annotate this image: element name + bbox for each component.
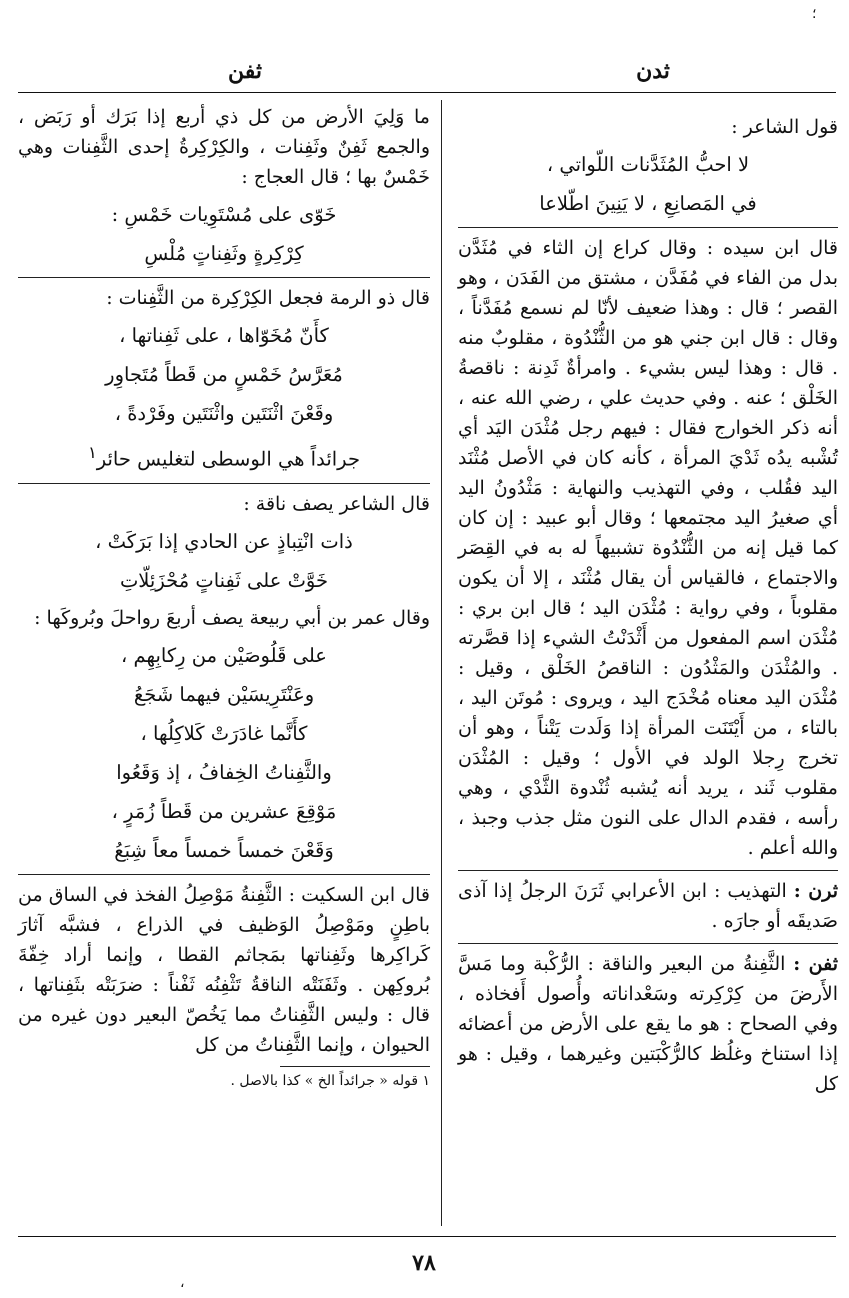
verse-line: وعَنْتَرِيسَيْن فيهما شَجَعُ: [133, 682, 315, 706]
section-separator: [18, 483, 430, 484]
entry-text: الثَّفِنةُ من البعير والناقة : الرُّكْبة وما مَسَّ الأَرضَ من كِرْكِرته وسَعْداناته وأُصول أَفخاذه ، وفي الصحاح : هو ما يقع على الأرض من أعضائه إذا استناخ وغلُظ كالرُّكْبَتين وغيرهما ، وقيل : هو كل: [458, 953, 838, 1095]
footnote: ١ قوله « جرائداً الخ » كذا بالاصل .: [230, 1072, 430, 1089]
verse-line: كأَنَّما غادَرَتْ كَلاكِلُها ،: [140, 721, 308, 745]
left-column: [18, 102, 430, 1091]
verse-line: على قَلُوصَيْن من رِكابِهِم ،: [121, 643, 327, 667]
entry-headword: ثفن :: [793, 953, 838, 975]
right-column: [458, 112, 838, 1099]
entry-text: التهذيب : ابن الأعرابي ثَرَنَ الرجلُ إذا آذى صَديقَه أو جارَه .: [458, 880, 838, 932]
column-divider: [441, 100, 442, 1226]
verse-line: وَقَعْنَ خمساً خمساً معاً شِبَعُ: [114, 838, 334, 862]
paragraph: قال ذو الرمة فجعل الكِرْكِرة من الثَّفِنات :: [106, 287, 430, 309]
running-headword-left: ثفن: [228, 58, 262, 84]
entry-body: قال ابن سيده : وقال كراع إن الثاء في مُثَدَّن بدل من الفاء في مُفَدَّن ، مشتق من الفَدَن ، وهو القصر ؛ قال : وهذا ضعيف لأنّا لم نسمع مُفَدَّناً ، وقال : قال ابن جني هو من الثُّنْدُوة ، مقلوبٌ منه . قال : وهذا ليس بشيء . وامرأةٌ ثَدِنة : ناقصةُ الخَلْق ؛ عنه . وفي حديث علي ، رضي الله عنه ، أنه ذكر الخوارج فقال : فيهم رجل مُثْدَن اليَد أي تُشْبه يدُه ثَدْيَ المرأة ، كأنه كان في الأصل مُثْنَد اليد فقُلب ، وفي التهذيب والنهاية : مَثْدُونُ اليد أي صغيرُ اليد مجتمعها ؛ وقال أبو عبيد : إن كان كما قيل إنه من الثُّنْدُوة تشبيهاً له به في القِصَر والاجتماع ، فالقياس أن يقال مُثْنَد ، إلا أن يكون مقلوباً ، وفي رواية : مُثْدَن اليد ؛ قال ابن بري : مُثْدَن اسم المفعول من أَثْدَنْتُ الشيء إذا قصَّرته . والمُثْدَن والمَثْدُون : الناقصُ الخَلْق ، وقيل : مُثْدَن اليد معناه مُخْدَج اليد ، ويروى : مُوتَن اليد ، بالتاء ، من أَيْتَنَت المرأة إذا وَلَدت يَتْناً ، وهو أن تخرج رِجلا الولد في الأول ؛ وقيل : المُثْدَن مقلوب ثَند ، يريد أنه يُشبه ثُنْدوة الثَّدْي ، وهي رأسه ، فقدم الدال على النون مثل جذب وجبذ ، والله أعلم .: [458, 237, 838, 859]
verse-line: خَوَّتْ على ثَفِناتٍ مُحْزَئِلّاتِ: [119, 568, 329, 592]
section-separator: [18, 277, 430, 278]
verse-line: مَوْقِعَ عشرين من قَطاً زُمَرٍ ،: [111, 799, 337, 823]
section-separator: [458, 943, 838, 944]
footnote-rule: [280, 1066, 430, 1067]
verse-text: جرائداً هي الوسطى لتغليس حائر: [96, 447, 360, 471]
corner-mark: ؛: [812, 6, 817, 22]
footnote-marker: ١: [87, 443, 97, 462]
verse-line: في المَصانِعِ ، لا يَنِينَ اطّلاعا: [539, 192, 757, 215]
bottom-rule: [18, 1236, 836, 1237]
verse-line: كأَنّ مُخَوّاها ، على ثَفِناتها ،: [119, 324, 329, 347]
page-number: ٧٨: [412, 1250, 436, 1276]
entry-headword: ثرن :: [793, 880, 838, 902]
verse-line: وقَعْنَ اثْنَتَين واثْنَتَين وفَرْدةً ،: [114, 402, 334, 425]
verse-line: والثَّفِناتُ الخِفافُ ، إذ وَقَعُوا: [116, 760, 332, 784]
verse-line: ذات انْتِباذٍ عن الحادي إذا بَرَكَتْ ،: [95, 529, 353, 553]
verse-line: لا احبُّ المُثَدَّنات اللّواتي ،: [546, 153, 750, 176]
section-separator: [18, 874, 430, 875]
verse-line: خَوّى على مُسْتَوِيات خَمْسِ :: [111, 203, 337, 226]
running-headword-right: ثدن: [636, 58, 670, 84]
paragraph: قال ابن السكيت : الثَّفِنةُ مَوْصِلُ الفخذ في الساق من باطِنٍ ومَوْصِلُ الوَظيف في الذراع ، فشبَّه آثارَ كَراكِرها وثَفِناتها بمَجاثم القطا ، وإنما أراد خِفّةَ بُروكِهن . وثَفَنَتْه الناقةُ تَثْفِنُه ثَفْناً : ضرَبَتْه بثَفِناتها ، قال : وليس الثَّفِناتُ مما يَخُصّ البعير دون غيره من الحيوان ، وإنما الثَّفِناتُ من كل: [18, 883, 430, 1056]
paragraph: وقال عمر بن أبي ربيعة يصف أربعَ رواحلَ وبُروكَها :: [34, 606, 430, 629]
section-separator: [458, 227, 838, 228]
intro-line: قول الشاعر :: [731, 116, 838, 138]
verse-line: مُعَرَّسُ خَمْسٍ من قَطاً مُتَجاوِر: [105, 363, 343, 386]
paragraph: قال الشاعر يصف ناقة :: [243, 492, 430, 515]
entry-thfn: [458, 949, 838, 1099]
entry-thrn: [458, 876, 838, 936]
top-rule: [18, 92, 836, 93]
section-separator: [458, 870, 838, 871]
verse-line: [18, 436, 430, 476]
paragraph: ما وَلِيَ الأرض من كل ذي أربع إذا بَرَك أو رَبَض ، والجمع ثَفِنٌ وثَفِنات ، والكِرْكِرةُ إحدى الثَّفِنات وهي خَمْسٌ بها ؛ قال العجاج :: [18, 106, 430, 188]
stray-mark: ،: [180, 1275, 185, 1291]
verse-line: كِرْكِرةٍ وثَفِناتٍ مُلْسِ: [144, 242, 304, 265]
